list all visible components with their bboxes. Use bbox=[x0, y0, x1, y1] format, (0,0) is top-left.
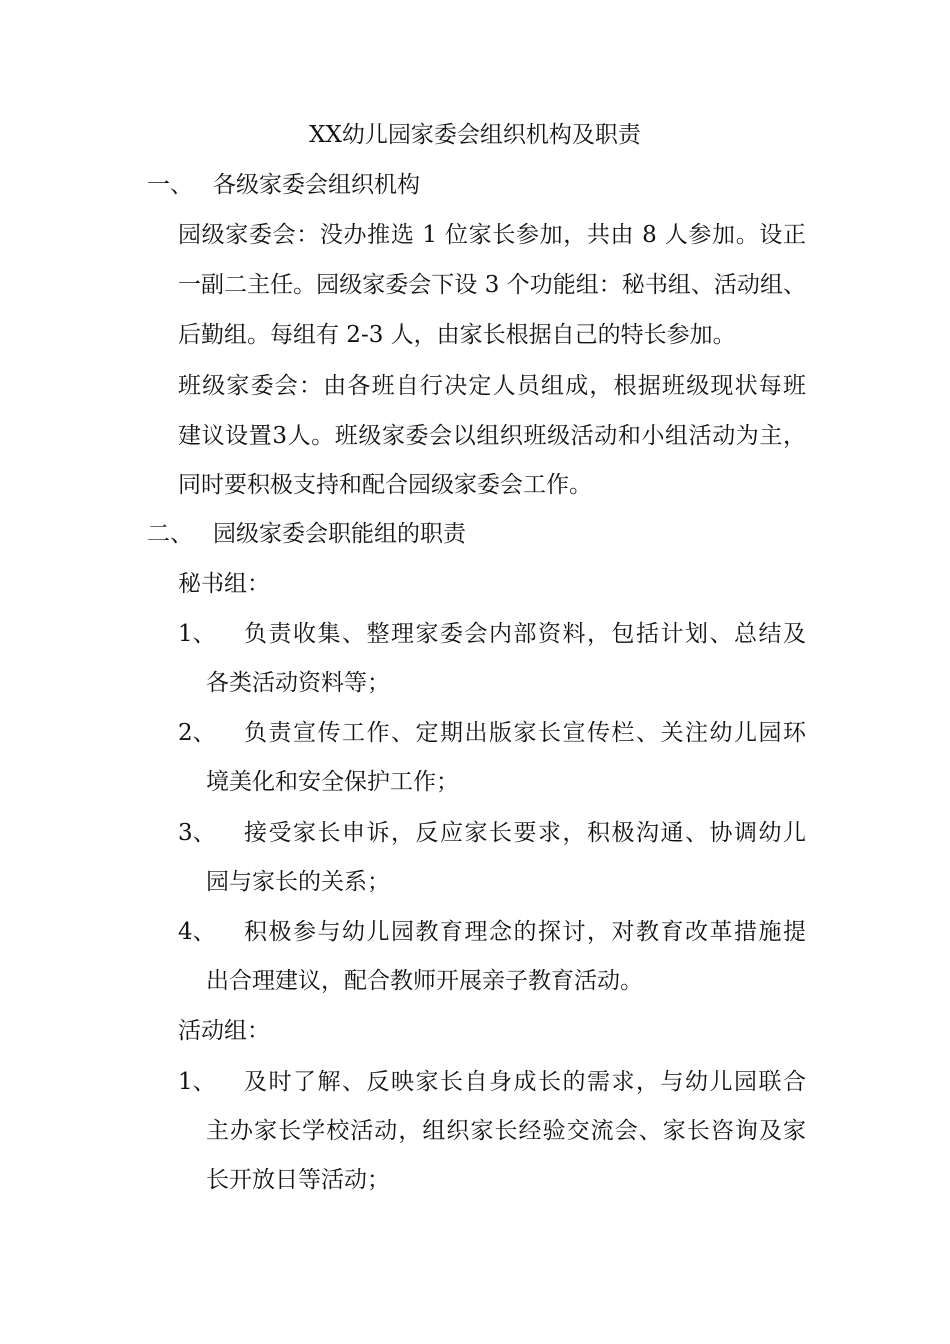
list-item-line: 出合理建议，配合教师开展亲子教育活动。 bbox=[206, 968, 643, 994]
section-2-number: 二、 bbox=[147, 521, 193, 547]
list-item-number: 4、 bbox=[178, 919, 216, 945]
list-item-line: 积极参与幼儿园教育理念的探讨，对教育改革措施提 bbox=[244, 919, 806, 945]
list-item-line: 各类活动资料等； bbox=[206, 670, 390, 696]
paragraph-line: 班级家委会：由各班自行决定人员组成，根据班级现状每班 bbox=[178, 373, 806, 399]
secretary-group-label: 秘书组： bbox=[178, 571, 270, 597]
section-2-heading: 园级家委会职能组的职责 bbox=[213, 521, 466, 547]
paragraph-line: 后勤组。每组有 2-3 人，由家长根据自己的特长参加。 bbox=[178, 322, 736, 348]
paragraph-line: 一副二主任。园级家委会下设 3 个功能组：秘书组、活动组、 bbox=[178, 272, 806, 298]
document-title: XX幼儿园家委会组织机构及职责 bbox=[309, 122, 641, 148]
list-item-line: 接受家长申诉，反应家长要求，积极沟通、协调幼儿 bbox=[244, 820, 806, 846]
list-item-line: 负责宣传工作、定期出版家长宣传栏、关注幼儿园环 bbox=[244, 720, 806, 746]
paragraph-line: 同时要积极支持和配合园级家委会工作。 bbox=[178, 472, 592, 498]
list-item-line: 境美化和安全保护工作； bbox=[206, 769, 459, 795]
paragraph-line: 建议设置3人。班级家委会以组织班级活动和小组活动为主， bbox=[178, 423, 806, 449]
paragraph-line: 园级家委会：没办推选 1 位家长参加，共由 8 人参加。设正 bbox=[178, 222, 806, 248]
activity-group-label: 活动组： bbox=[178, 1018, 270, 1044]
section-1-number: 一、 bbox=[147, 172, 193, 198]
list-item-line: 园与家长的关系； bbox=[206, 869, 390, 895]
list-item-number: 3、 bbox=[178, 820, 216, 846]
list-item-line: 及时了解、反映家长自身成长的需求，与幼儿园联合 bbox=[244, 1069, 806, 1095]
list-item-number: 1、 bbox=[178, 1069, 216, 1095]
list-item-line: 主办家长学校活动，组织家长经验交流会、家长咨询及家 bbox=[206, 1118, 806, 1144]
section-1-heading: 各级家委会组织机构 bbox=[213, 172, 420, 198]
list-item-line: 负责收集、整理家委会内部资料，包括计划、总结及 bbox=[244, 621, 806, 647]
list-item-number: 2、 bbox=[178, 720, 216, 746]
list-item-line: 长开放日等活动； bbox=[206, 1167, 390, 1193]
list-item-number: 1、 bbox=[178, 621, 216, 647]
